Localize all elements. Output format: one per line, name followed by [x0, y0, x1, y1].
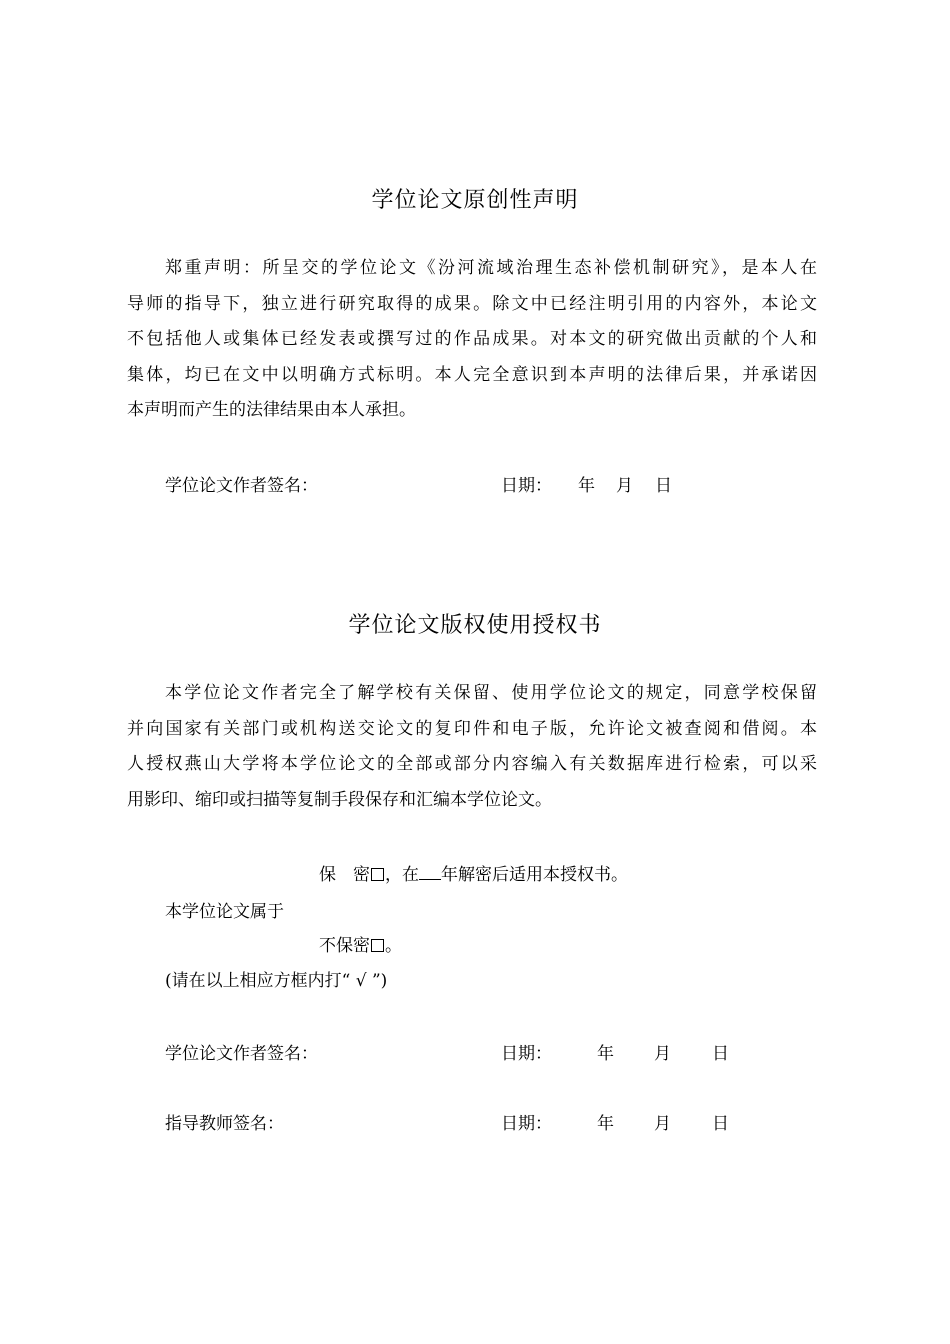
authorization-title: 学位论文版权使用授权书 [348, 613, 602, 638]
authorization-author-day-label: 日 [712, 1044, 729, 1064]
authorization-line: 用影印、缩印或扫描等复制手段保存和汇编本学位论文。 [127, 789, 552, 810]
declaration-line: 集体，均已在文中以明确方式标明。本人完全意识到本声明的法律后果，并承诺因 [127, 364, 817, 385]
secret-label: 保 密 [319, 865, 370, 885]
authorization-body [127, 676, 817, 818]
supervisor-sign-label: 指导教师签名： [165, 1114, 284, 1134]
authorization-line: 本学位论文作者完全了解学校有关保留、使用学位论文的规定，同意学校保留 [165, 683, 817, 703]
authorization-author-year-label: 年 [597, 1044, 614, 1064]
checkbox-instruction: (请在以上相应方框内打“ √ ”) [165, 971, 388, 991]
secret-suffix-1: ，在 [385, 865, 419, 885]
declaration-date-label: 日期： [501, 476, 552, 496]
declaration-line: 本声明而产生的法律结果由本人承担。 [127, 400, 416, 420]
not-secret-checkbox[interactable] [371, 939, 384, 952]
authorization-author-sign-label: 学位论文作者签名： [165, 1044, 318, 1064]
authorization-author-date-label: 日期： [501, 1044, 552, 1064]
authorization-author-month-label: 月 [654, 1044, 671, 1064]
declaration-day-label: 日 [655, 476, 672, 496]
not-secret-option-row [319, 931, 402, 956]
supervisor-month-label: 月 [654, 1114, 671, 1134]
declaration-line: 导师的指导下，独立进行研究取得的成果。除文中已经注明引用的内容外，本论文 [127, 293, 817, 314]
supervisor-day-label: 日 [712, 1114, 729, 1134]
secret-years-blank[interactable] [419, 864, 441, 880]
declaration-line: 不包括他人或集体已经发表或撰写过的作品成果。对本文的研究做出贡献的个人和 [127, 329, 817, 349]
authorization-line: 并向国家有关部门或机构送交论文的复印件和电子版，允许论文被查阅和借阅。本 [127, 718, 817, 739]
belongs-label: 本学位论文属于 [165, 902, 284, 922]
not-secret-label: 不保密 [319, 936, 370, 956]
declaration-title: 学位论文原创性声明 [371, 188, 579, 213]
declaration-year-label: 年 [578, 476, 595, 496]
supervisor-date-label: 日期： [501, 1114, 552, 1134]
declaration-author-sign-label: 学位论文作者签名： [165, 476, 318, 496]
authorization-line: 人授权燕山大学将本学位论文的全部或部分内容编入有关数据库进行检索，可以采 [127, 754, 817, 774]
declaration-body [127, 251, 817, 429]
secret-suffix-2: 年解密后适用本授权书。 [441, 865, 628, 885]
declaration-month-label: 月 [616, 476, 633, 496]
secret-checkbox[interactable] [371, 868, 384, 881]
secret-option-row [319, 860, 628, 885]
declaration-line: 郑重声明：所呈交的学位论文《汾河流域治理生态补偿机制研究》，是本人在 [165, 258, 817, 278]
supervisor-year-label: 年 [597, 1114, 614, 1134]
not-secret-suffix: 。 [385, 936, 402, 956]
